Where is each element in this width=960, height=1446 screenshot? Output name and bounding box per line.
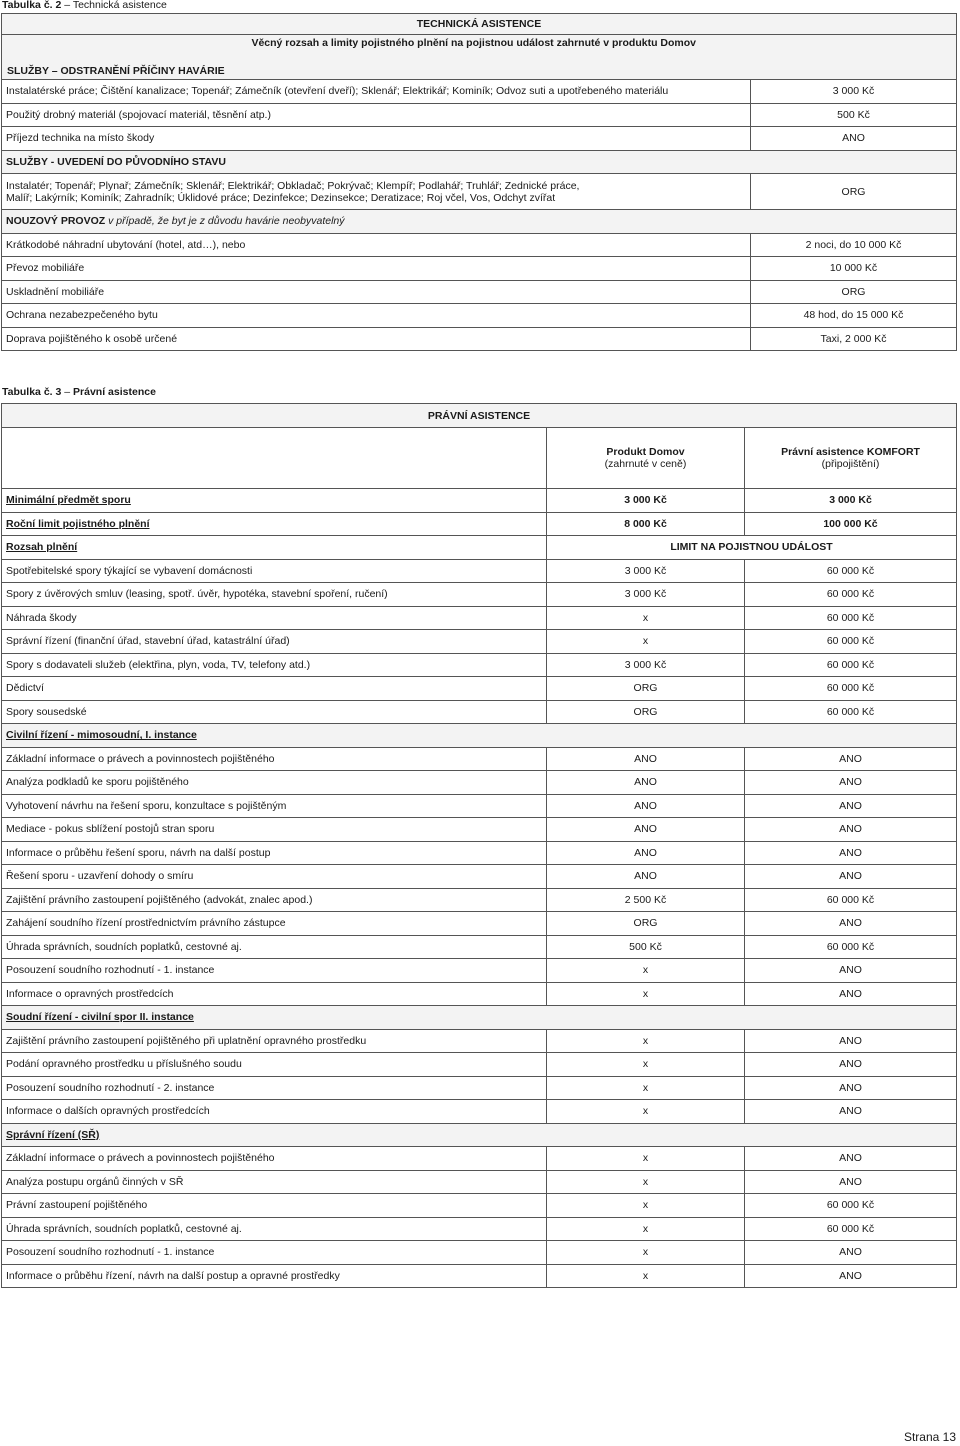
row-label: Zajištění právního zastoupení pojištěného (advokát, znalec apod.) — [2, 888, 547, 912]
komfort-value: ANO — [745, 1241, 957, 1265]
product-domov-value: x — [547, 1241, 745, 1265]
t2-emergency-row — [2, 233, 957, 257]
row-label: Spory z úvěrových smluv (leasing, spotř. úvěr, hypotéka, stavební spoření, ručení) — [2, 583, 547, 607]
t3-scope-limit: LIMIT NA POJISTNOU UDÁLOST — [547, 536, 957, 560]
table2-caption-number: Tabulka č. 2 — [2, 0, 62, 11]
komfort-value: ANO — [745, 771, 957, 795]
t2-services-list — [2, 174, 751, 210]
komfort-value: 60 000 Kč — [745, 935, 957, 959]
table3-caption-name: Právní asistence — [73, 386, 156, 398]
komfort-value: ANO — [745, 912, 957, 936]
product-domov-value: x — [547, 1029, 745, 1053]
product-domov-value: 500 Kč — [547, 935, 745, 959]
komfort-value: ANO — [745, 1100, 957, 1124]
product-domov-value: x — [547, 1264, 745, 1288]
komfort-value: ANO — [745, 1170, 957, 1194]
product-domov-value: 3 000 Kč — [547, 583, 745, 607]
product-domov-value: x — [547, 1194, 745, 1218]
product-domov-value: ANO — [547, 794, 745, 818]
t2-emergency-row — [2, 327, 957, 351]
t3-dispute-row — [2, 606, 957, 630]
komfort-value: 60 000 Kč — [745, 677, 957, 701]
komfort-value: 60 000 Kč — [745, 1217, 957, 1241]
row-label: Uskladnění mobiliáře — [2, 280, 751, 304]
t2-services-value: ORG — [751, 174, 957, 210]
page-number: Strana 13 — [903, 1430, 956, 1444]
t3-civil-row — [2, 841, 957, 865]
komfort-value: 3 000 Kč — [745, 489, 957, 513]
table3-caption-number: Tabulka č. 3 — [2, 386, 62, 398]
product-domov-value: ANO — [547, 747, 745, 771]
row-label: Analýza postupu orgánů činných v SŘ — [2, 1170, 547, 1194]
row-label: Náhrada škody — [2, 606, 547, 630]
product-domov-value: x — [547, 630, 745, 654]
row-label: Informace o průběhu řízení, návrh na další postup a opravné prostředky — [2, 1264, 547, 1288]
product-domov-value: ORG — [547, 677, 745, 701]
komfort-value: 60 000 Kč — [745, 630, 957, 654]
komfort-value: 60 000 Kč — [745, 1194, 957, 1218]
row-label: Základní informace o právech a povinnostech pojištěného — [2, 747, 547, 771]
t3-limit-row — [2, 512, 957, 536]
t3-col2-header — [745, 428, 957, 489]
komfort-value: ANO — [745, 1053, 957, 1077]
t3-court-row — [2, 1100, 957, 1124]
t3-col2-name: Právní asistence KOMFORT — [781, 446, 920, 458]
row-value: Taxi, 2 000 Kč — [751, 327, 957, 351]
product-domov-value: ANO — [547, 841, 745, 865]
row-label: Informace o opravných prostředcích — [2, 982, 547, 1006]
komfort-value: ANO — [745, 818, 957, 842]
t3-civil-row — [2, 935, 957, 959]
t3-col1-sub: (zahrnuté v ceně) — [604, 458, 687, 470]
t3-civil-row — [2, 959, 957, 983]
product-domov-value: x — [547, 1217, 745, 1241]
t3-civil-row — [2, 912, 957, 936]
t3-civil-row — [2, 865, 957, 889]
legal-assistance-table — [1, 403, 957, 1288]
t3-dispute-row — [2, 559, 957, 583]
row-label: Krátkodobé náhradní ubytování (hotel, atd…), nebo — [2, 233, 751, 257]
row-value: ANO — [751, 127, 957, 151]
row-label: Doprava pojištěného k osobě určené — [2, 327, 751, 351]
table2-caption-dash: – — [61, 0, 73, 11]
row-label: Základní informace o právech a povinnostech pojištěného — [2, 1147, 547, 1171]
t2-header-block — [2, 35, 957, 80]
komfort-value: 60 000 Kč — [745, 700, 957, 724]
row-label: Úhrada správních, soudních poplatků, cestovné aj. — [2, 935, 547, 959]
komfort-value: ANO — [745, 1264, 957, 1288]
row-label: Dědictví — [2, 677, 547, 701]
row-label: Minimální předmět sporu — [2, 489, 547, 513]
row-label: Správní řízení (finanční úřad, stavební úřad, katastrální úřad) — [2, 630, 547, 654]
t3-dispute-row — [2, 677, 957, 701]
t3-civil-row — [2, 888, 957, 912]
t3-col1-header — [547, 428, 745, 489]
t2-section3-bold: NOUZOVÝ PROVOZ — [6, 215, 106, 228]
t3-col1-name: Produkt Domov — [606, 446, 685, 458]
komfort-value: 60 000 Kč — [745, 606, 957, 630]
product-domov-value: x — [547, 959, 745, 983]
komfort-value: ANO — [745, 1147, 957, 1171]
row-label: Podání opravného prostředku u příslušného soudu — [2, 1053, 547, 1077]
product-domov-value: ANO — [547, 818, 745, 842]
t2-section-title-3 — [2, 210, 957, 234]
t3-dispute-row — [2, 583, 957, 607]
product-domov-value: ANO — [547, 865, 745, 889]
product-domov-value: x — [547, 982, 745, 1006]
row-value: 10 000 Kč — [751, 257, 957, 281]
t2-service-row — [2, 80, 957, 104]
product-domov-value: ORG — [547, 700, 745, 724]
t2-services-line2: Malíř; Lakýrník; Kominík; Zahradník; Úklidové práce; Dezinfekce; Dezinsekce; Deratizace; Roj včel, Vos, Odchyt zvířat — [6, 191, 556, 204]
row-label: Posouzení soudního rozhodnutí - 2. instance — [2, 1076, 547, 1100]
product-domov-value: x — [547, 606, 745, 630]
row-value: 48 hod, do 15 000 Kč — [751, 304, 957, 328]
t2-section3-rest: v případě, že byt je z důvodu havárie neobyvatelný — [105, 215, 345, 228]
product-domov-value: ORG — [547, 912, 745, 936]
t2-section-title-1: SLUŽBY – ODSTRANĚNÍ PŘÍČINY HAVÁRIE — [7, 65, 225, 77]
t3-dispute-row — [2, 653, 957, 677]
t3-admin-row — [2, 1264, 957, 1288]
row-label: Roční limit pojistného plnění — [2, 512, 547, 536]
row-value: ORG — [751, 280, 957, 304]
row-label: Instalatérské práce; Čištění kanalizace; Topenář; Zámečník (otevření dveří); Sklenář; Elektrikář; Kominík; Odvoz suti a upotřebeného materiálu — [2, 80, 751, 104]
row-label: Právní zastoupení pojištěného — [2, 1194, 547, 1218]
komfort-value: ANO — [745, 1029, 957, 1053]
t3-admin-row — [2, 1194, 957, 1218]
komfort-value: 60 000 Kč — [745, 653, 957, 677]
row-label: Spotřebitelské spory týkající se vybavení domácnosti — [2, 559, 547, 583]
row-label: Zajištění právního zastoupení pojištěného při uplatnění opravného prostředku — [2, 1029, 547, 1053]
row-label: Převoz mobiliáře — [2, 257, 751, 281]
row-label: Úhrada správních, soudních poplatků, cestovné aj. — [2, 1217, 547, 1241]
komfort-value: 100 000 Kč — [745, 512, 957, 536]
row-label: Vyhotovení návrhu na řešení sporu, konzultace s pojištěným — [2, 794, 547, 818]
product-domov-value: x — [547, 1170, 745, 1194]
row-label: Použitý drobný materiál (spojovací materiál, těsnění atp.) — [2, 103, 751, 127]
t3-section-admin: Správní řízení (SŘ) — [2, 1123, 957, 1147]
t3-col2-sub: (připojištění) — [821, 458, 880, 470]
t3-civil-row — [2, 747, 957, 771]
row-label: Mediace - pokus sblížení postojů stran sporu — [2, 818, 547, 842]
t3-admin-row — [2, 1217, 957, 1241]
t3-title: PRÁVNÍ ASISTENCE — [2, 404, 957, 428]
row-label: Řešení sporu - uzavření dohody o smíru — [2, 865, 547, 889]
komfort-value: ANO — [745, 982, 957, 1006]
row-label: Informace o průběhu řešení sporu, návrh na další postup — [2, 841, 547, 865]
t2-title: TECHNICKÁ ASISTENCE — [2, 14, 957, 35]
t3-civil-row — [2, 818, 957, 842]
row-label: Spory sousedské — [2, 700, 547, 724]
table3-caption — [2, 386, 156, 398]
product-domov-value: 3 000 Kč — [547, 489, 745, 513]
row-value: 2 noci, do 10 000 Kč — [751, 233, 957, 257]
t3-court-row — [2, 1029, 957, 1053]
product-domov-value: 8 000 Kč — [547, 512, 745, 536]
t3-header-empty — [2, 428, 547, 489]
komfort-value: 60 000 Kč — [745, 888, 957, 912]
product-domov-value: x — [547, 1053, 745, 1077]
komfort-value: ANO — [745, 959, 957, 983]
t2-emergency-row — [2, 257, 957, 281]
technical-assistance-table — [1, 13, 957, 351]
table3-caption-dash: – — [61, 386, 74, 398]
t3-section-court: Soudní řízení - civilní spor II. instance — [2, 1006, 957, 1030]
row-label: Spory s dodavateli služeb (elektřina, plyn, voda, TV, telefony atd.) — [2, 653, 547, 677]
komfort-value: ANO — [745, 1076, 957, 1100]
row-label: Informace o dalších opravných prostředcích — [2, 1100, 547, 1124]
komfort-value: 60 000 Kč — [745, 583, 957, 607]
t3-section-civil: Civilní řízení - mimosoudní, I. instance — [2, 724, 957, 748]
product-domov-value: ANO — [547, 771, 745, 795]
row-label: Posouzení soudního rozhodnutí - 1. instance — [2, 959, 547, 983]
row-label: Posouzení soudního rozhodnutí - 1. instance — [2, 1241, 547, 1265]
t3-court-row — [2, 1076, 957, 1100]
row-label: Příjezd technika na místo škody — [2, 127, 751, 151]
t3-scope-label: Rozsah plnění — [2, 536, 547, 560]
t3-limit-row — [2, 489, 957, 513]
komfort-value: 60 000 Kč — [745, 559, 957, 583]
komfort-value: ANO — [745, 747, 957, 771]
t2-section-title-2: SLUŽBY - UVEDENÍ DO PŮVODNÍHO STAVU — [2, 150, 957, 174]
t3-civil-row — [2, 982, 957, 1006]
row-label: Ochrana nezabezpečeného bytu — [2, 304, 751, 328]
t3-admin-row — [2, 1147, 957, 1171]
t3-admin-row — [2, 1170, 957, 1194]
table2-caption-name: Technická asistence — [72, 0, 167, 11]
product-domov-value: 3 000 Kč — [547, 559, 745, 583]
product-domov-value: x — [547, 1147, 745, 1171]
product-domov-value: x — [547, 1100, 745, 1124]
product-domov-value: x — [547, 1076, 745, 1100]
t2-emergency-row — [2, 280, 957, 304]
t3-court-row — [2, 1053, 957, 1077]
t3-civil-row — [2, 771, 957, 795]
komfort-value: ANO — [745, 794, 957, 818]
row-label: Zahájení soudního řízení prostřednictvím právního zástupce — [2, 912, 547, 936]
row-label: Analýza podkladů ke sporu pojištěného — [2, 771, 547, 795]
t2-service-row — [2, 103, 957, 127]
komfort-value: ANO — [745, 865, 957, 889]
t3-dispute-row — [2, 700, 957, 724]
product-domov-value: 2 500 Kč — [547, 888, 745, 912]
row-value: 3 000 Kč — [751, 80, 957, 104]
table2-caption — [2, 0, 167, 11]
product-domov-value: 3 000 Kč — [547, 653, 745, 677]
t2-service-row — [2, 127, 957, 151]
t2-subtitle: Věcný rozsah a limity pojistného plnění na pojistnou událost zahrnuté v produktu Domov — [251, 37, 696, 49]
t2-emergency-row — [2, 304, 957, 328]
komfort-value: ANO — [745, 841, 957, 865]
t3-dispute-row — [2, 630, 957, 654]
t3-admin-row — [2, 1241, 957, 1265]
t3-civil-row — [2, 794, 957, 818]
t2-services-line1: Instalatér; Topenář; Plynař; Zámečník; Sklenář; Elektrikář; Obkladač; Pokrývač; Klempíř; Podlahář; Truhlář; Zednické práce, — [6, 179, 580, 192]
row-value: 500 Kč — [751, 103, 957, 127]
